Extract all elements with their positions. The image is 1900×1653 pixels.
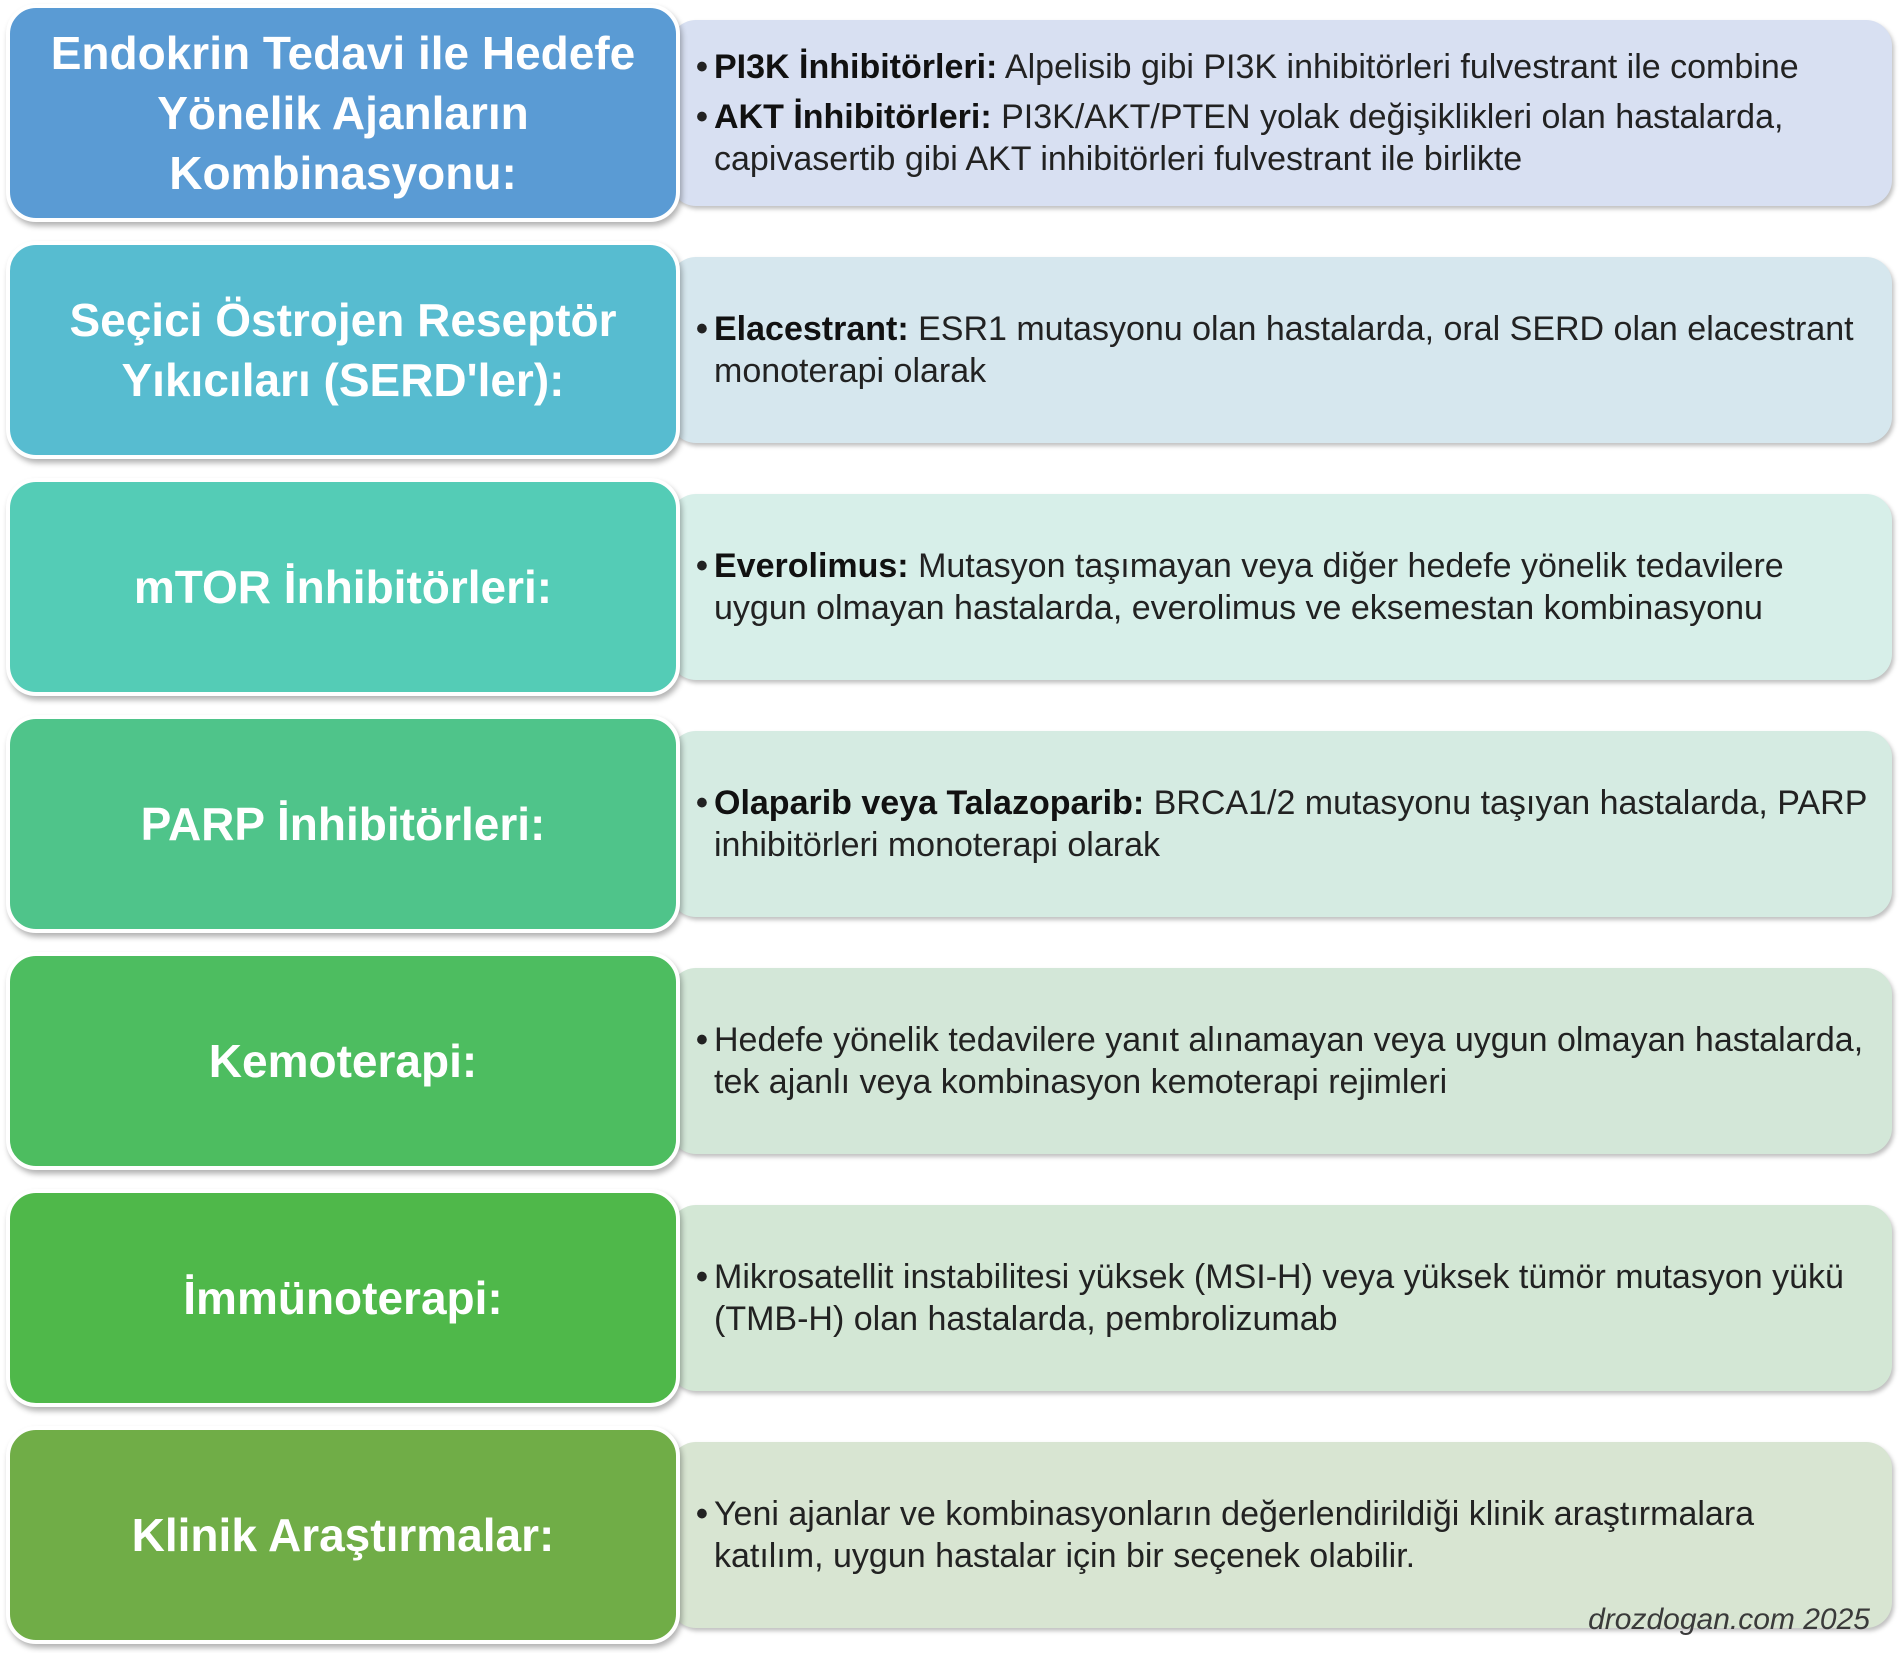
bullet-kemoterapi-text: Hedefe yönelik tedavilere yanıt alınamayan veya uygun olmayan hastalarda, tek ajanlı veya kombinasyon kemoterapi rejimleri — [714, 1021, 1864, 1101]
bullet-everolimus-text: Mutasyon taşımayan veya diğer hedefe yönelik tedavilere uygun olmayan hastalarda, everolimus ve eksemestan kombinasyonu — [714, 547, 1784, 627]
row-serd — [0, 237, 1900, 463]
bullet-akt-text: PI3K/AKT/PTEN yolak değişiklikleri olan hastalarda, capivasertib gibi AKT inhibitörleri fulvestrant ile birlikte — [714, 98, 1784, 178]
bullet-everolimus-title: Everolimus: — [714, 547, 909, 585]
detail-box-kemoterapi — [670, 968, 1892, 1154]
detail-box-endokrin — [670, 20, 1892, 206]
label-parp: PARP İnhibitörleri: — [6, 715, 680, 933]
bullet-elacestrant-text: ESR1 mutasyonu olan hastalarda, oral SERD olan elacestrant monoterapi olarak — [714, 310, 1854, 390]
label-serd: Seçici Östrojen Reseptör Yıkıcıları (SERD'ler): — [6, 241, 680, 459]
detail-box-parp — [670, 731, 1892, 917]
bullet-elacestrant-title: Elacestrant: — [714, 310, 909, 348]
label-mtor: mTOR İnhibitörleri: — [6, 478, 680, 696]
label-immunoterapi: İmmünoterapi: — [6, 1189, 680, 1407]
bullet-immunoterapi — [696, 1256, 1872, 1340]
detail-box-serd — [670, 257, 1892, 443]
bullet-olaparib-text: BRCA1/2 mutasyonu taşıyan hastalarda, PARP inhibitörleri monoterapi olarak — [714, 784, 1867, 864]
bullet-akt-title: AKT İnhibitörleri: — [714, 98, 992, 136]
detail-box-mtor — [670, 494, 1892, 680]
bullet-klinik-text: Yeni ajanlar ve kombinasyonların değerlendirildiği klinik araştırmalara katılım, uygun hastalar için bir seçenek olabilir. — [714, 1495, 1755, 1575]
row-kemoterapi — [0, 948, 1900, 1174]
bullet-kemoterapi — [696, 1019, 1872, 1103]
bullet-pi3k — [696, 46, 1872, 88]
row-immunoterapi — [0, 1185, 1900, 1411]
bullet-klinik — [696, 1493, 1872, 1577]
row-parp — [0, 711, 1900, 937]
bullet-immunoterapi-text: Mikrosatellit instabilitesi yüksek (MSI-H) veya yüksek tümör mutasyon yükü (TMB-H) olan hastalarda, pembrolizumab — [714, 1258, 1844, 1338]
bullet-akt — [696, 96, 1872, 180]
bullet-olaparib-title: Olaparib veya Talazoparib: — [714, 784, 1145, 822]
bullet-everolimus — [696, 545, 1872, 629]
label-kemoterapi: Kemoterapi: — [6, 952, 680, 1170]
bullet-pi3k-text: Alpelisib gibi PI3K inhibitörleri fulvestrant ile combine — [997, 48, 1799, 86]
label-endokrin-kombinasyon: Endokrin Tedavi ile Hedefe Yönelik Ajanların Kombinasyonu: — [6, 4, 680, 222]
bullet-olaparib — [696, 782, 1872, 866]
bullet-elacestrant — [696, 308, 1872, 392]
label-klinik-arastirmalar: Klinik Araştırmalar: — [6, 1426, 680, 1644]
detail-box-klinik — [670, 1442, 1892, 1628]
credit-text: drozdogan.com 2025 — [1588, 1603, 1870, 1636]
row-mtor — [0, 474, 1900, 700]
bullet-pi3k-title: PI3K İnhibitörleri: — [714, 48, 998, 86]
row-endokrin-kombinasyon — [0, 0, 1900, 226]
detail-box-immunoterapi — [670, 1205, 1892, 1391]
